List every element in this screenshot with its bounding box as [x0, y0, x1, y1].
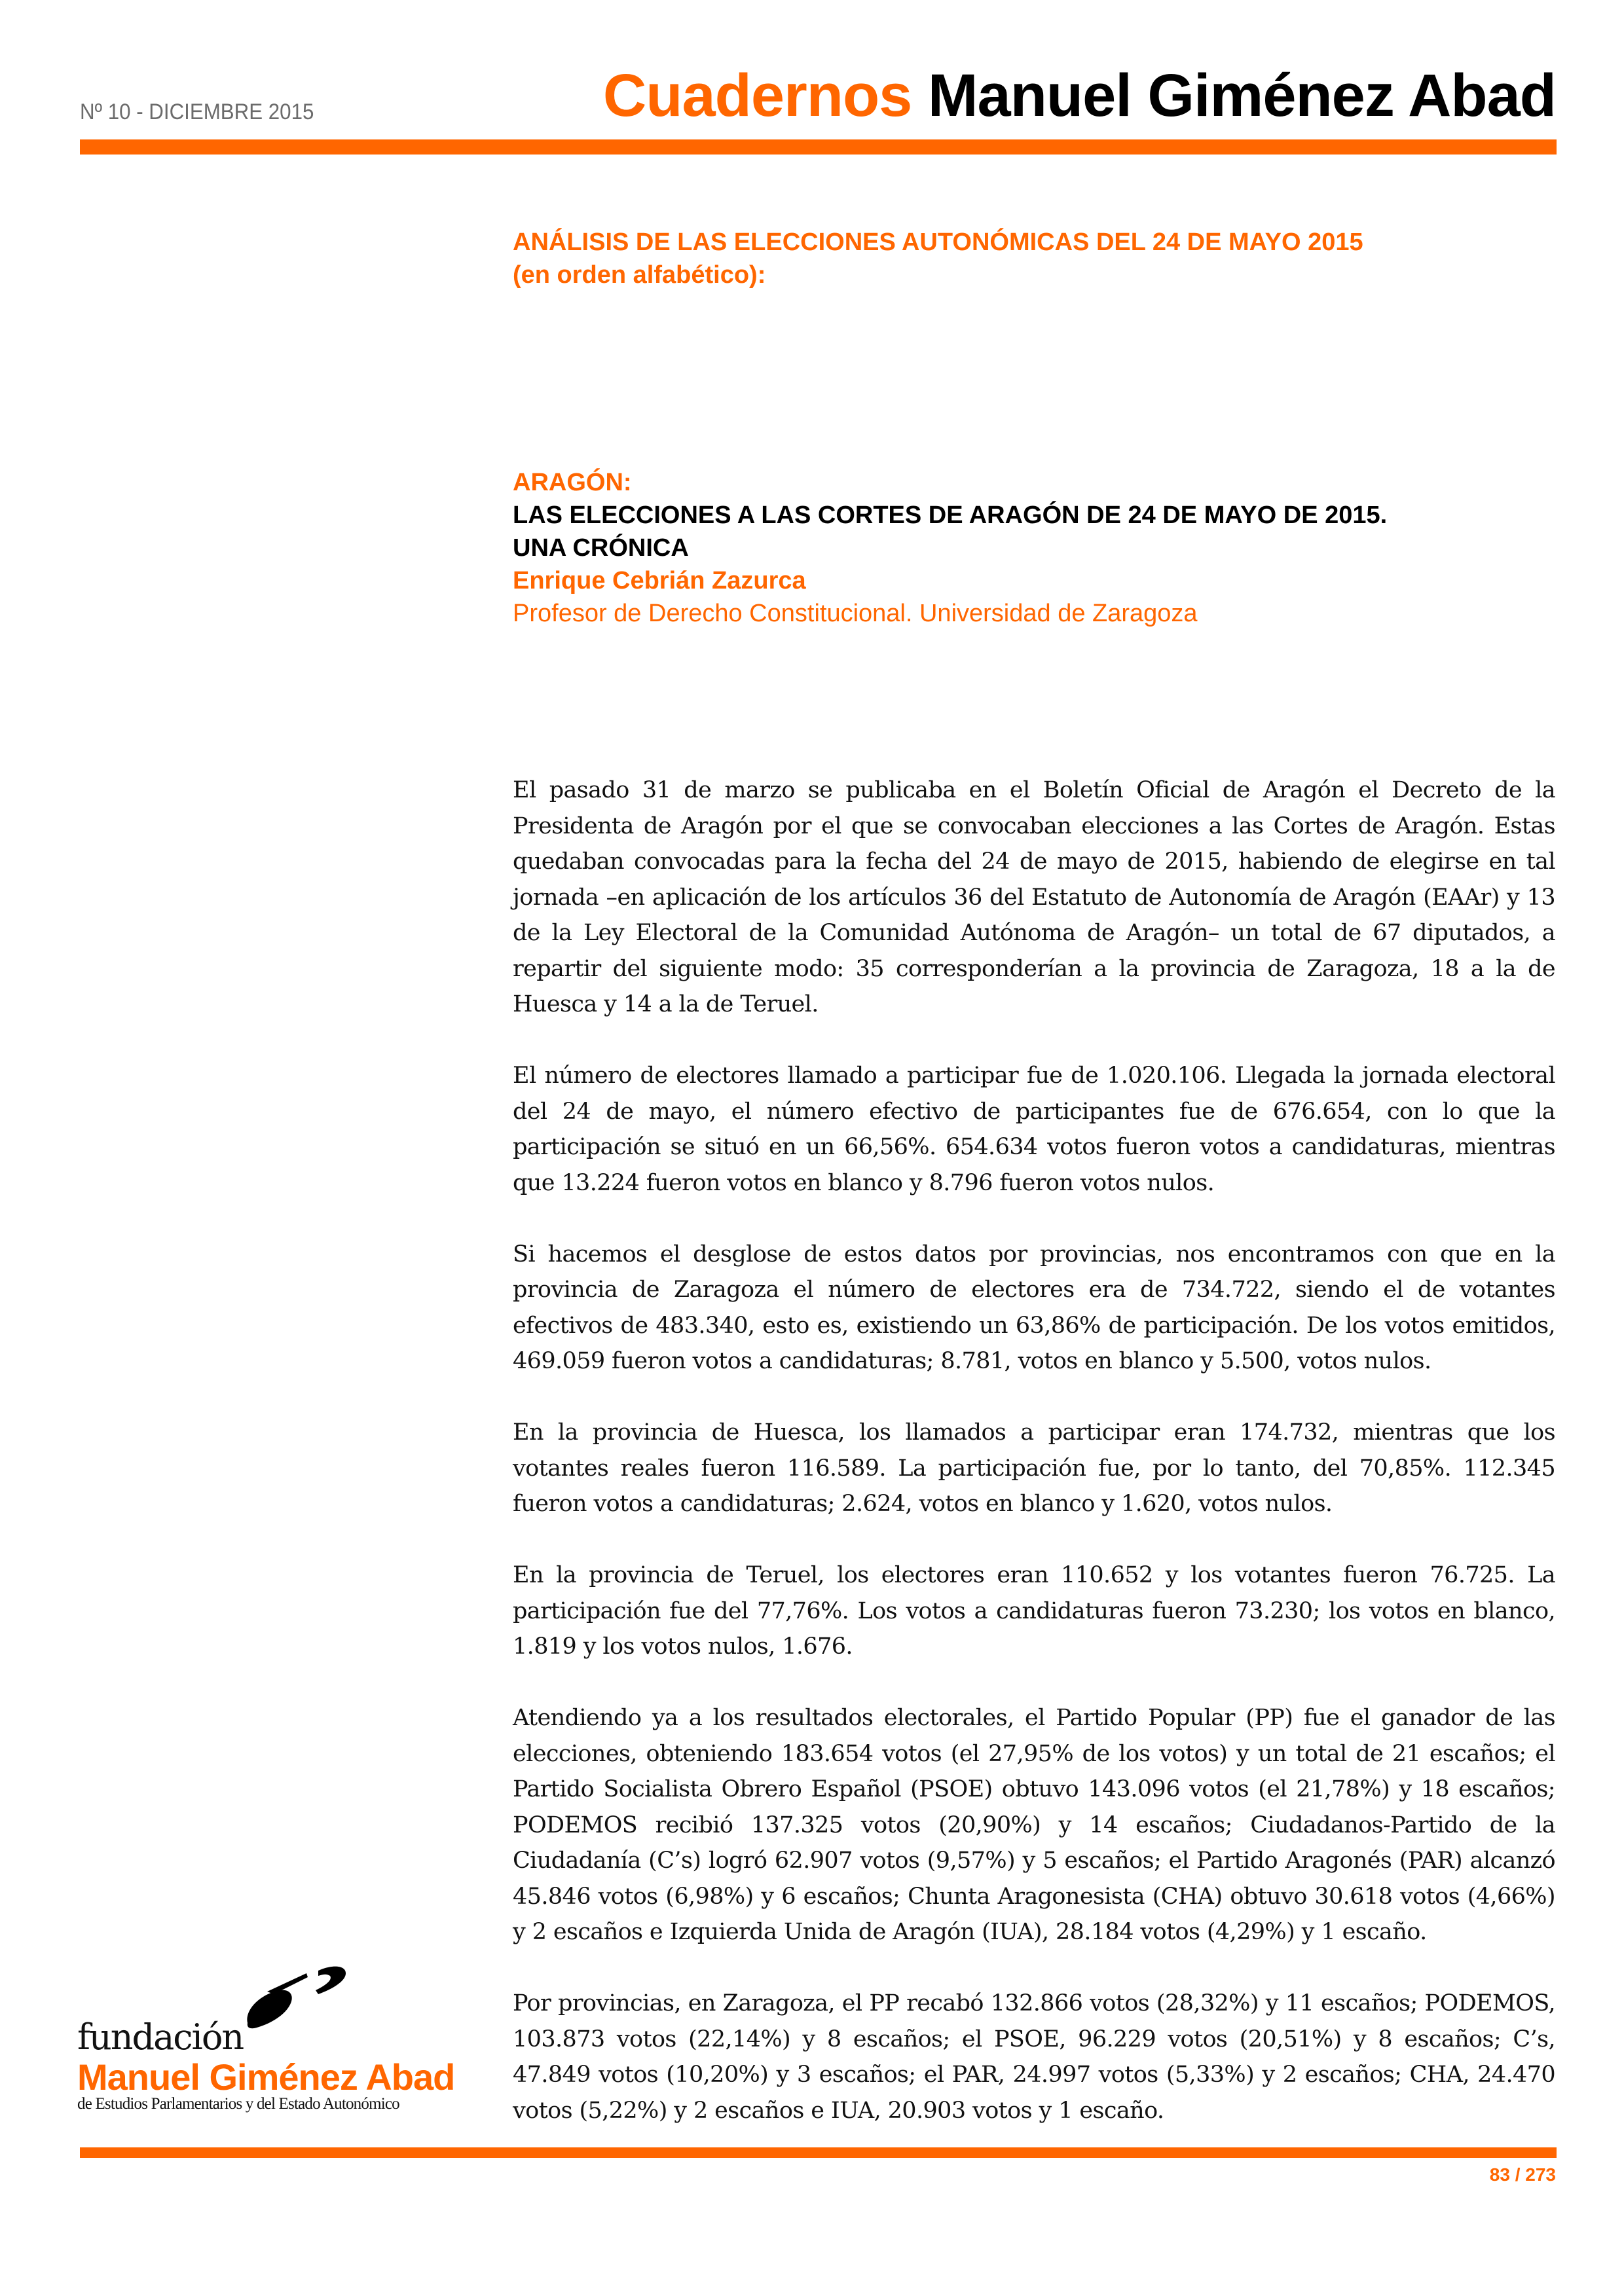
paragraph: El pasado 31 de marzo se publicaba en el Boletín Oficial de Aragón el Decreto de la Presidenta de Aragón por el que se convocaban elecciones a las Cortes de Aragón. Estas quedaban convocadas para la fecha del 24 de mayo de 2015, habiendo de elegirse en tal jornada –en aplicación de los artículos 36 del Estatuto de Autonomía de Aragón (EAAr) y 13 de la Ley Electoral de la Comunidad Autónoma de Aragón– un total de 67 diputados, a repartir del siguiente modo: 35 corresponderían a la provincia de Zaragoza, 18 a la de Huesca y 14 a la de Teruel. [513, 777, 1555, 1017]
article-body [513, 773, 1555, 2164]
section-heading [513, 226, 1555, 291]
masthead-main: Manuel Giménez Abad [927, 62, 1556, 129]
foundation-logo [77, 1964, 483, 2113]
paragraph: En la provincia de Teruel, los electores eran 110.652 y los votantes fueron 76.725. La participación fue del 77,76%. Los votos a candidaturas fueron 73.230; los votos en blanco, 1.819 y los votos nulos, 1.676. [513, 1562, 1555, 1660]
paragraph: Si hacemos el desglose de estos datos por provincias, nos encontramos con que en la provincia de Zaragoza el número de electores era de 734.722, siendo el de votantes efectivos de 483.340, esto es, existiendo un 63,86% de participación. De los votos emitidos, 469.059 fueron votos a candidaturas; 8.781, votos en blanco y 5.500, votos nulos. [513, 1241, 1555, 1374]
paragraph: El número de electores llamado a participar fue de 1.020.106. Llegada la jornada electoral del 24 de mayo, el número efectivo de participantes fue de 676.654, con lo que la participación se situó en un 66,56%. 654.634 votos fueron votos a candidaturas, mientras que 13.224 fueron votos en blanco y 8.796 fueron votos nulos. [513, 1063, 1555, 1196]
article-region: ARAGÓN: [513, 469, 632, 496]
paragraph: En la provincia de Huesca, los llamados a participar eran 174.732, mientras que los votantes reales fueron 116.589. La participación fue, por lo tanto, del 70,85%. 112.345 fueron votos a candidaturas; 2.624, votos en blanco y 1.620, votos nulos. [513, 1419, 1555, 1517]
article-author: Enrique Cebrián Zazurca [513, 567, 806, 594]
masthead-accent: Cuadernos [602, 62, 912, 129]
article-title-line2: UNA CRÓNICA [513, 534, 689, 562]
footer-rule [80, 2147, 1557, 2158]
paragraph: Por provincias, en Zaragoza, el PP recabó 132.866 votos (28,32%) y 11 escaños; PODEMOS, 103.873 votos (22,14%) y 8 escaños; el PSOE, 96.229 votos (20,51%) y 8 escaños; C’s, 47.849 votos (10,20%) y 3 escaños; el PAR, 24.997 votos (5,33%) y 2 escaños; CHA, 24.470 votos (5,22%) y 2 escaños e IUA, 20.903 votos y 1 escaño. [513, 1990, 1555, 2124]
quote-mark-icon [241, 1964, 372, 2036]
logo-line2: Manuel Giménez Abad [77, 2056, 455, 2098]
issue-label: Nº 10 - DICIEMBRE 2015 [80, 100, 314, 124]
section-heading-line1: ANÁLISIS DE LAS ELECCIONES AUTONÓMICAS DEL 24 DE MAYO 2015 [513, 228, 1363, 256]
article-affiliation: Profesor de Derecho Constitucional. Universidad de Zaragoza [513, 600, 1198, 627]
section-heading-line2: (en orden alfabético): [513, 261, 766, 289]
header-rule [80, 139, 1557, 155]
article-header [513, 466, 1555, 630]
paragraph: Atendiendo ya a los resultados electorales, el Partido Popular (PP) fue el ganador de las elecciones, obteniendo 183.654 votos (el 27,95% de los votos) y un total de 21 escaños; el Partido Socialista Obrero Español (PSOE) obtuvo 143.096 votos (el 21,78%) y 18 escaños; PODEMOS recibió 137.325 votos (20,90%) y 14 escaños; Ciudadanos-Partido de la Ciudadanía (C’s) logró 62.907 votos (9,57%) y 5 escaños; el Partido Aragonés (PAR) alcanzó 45.846 votos (6,98%) y 6 escaños; Chunta Aragonesista (CHA) obtuvo 30.618 votos (4,66%) y 2 escaños e Izquierda Unida de Aragón (IUA), 28.184 votos (4,29%) y 1 escaño. [513, 1705, 1555, 1945]
logo-line3: de Estudios Parlamentarios y del Estado Autonómico [77, 2095, 399, 2113]
article-title-line1: LAS ELECCIONES A LAS CORTES DE ARAGÓN DE 24 DE MAYO DE 2015. [513, 501, 1388, 529]
masthead [602, 62, 1556, 129]
logo-line1: fundación [77, 2016, 244, 2058]
page-number: 83 / 273 [1489, 2164, 1556, 2185]
